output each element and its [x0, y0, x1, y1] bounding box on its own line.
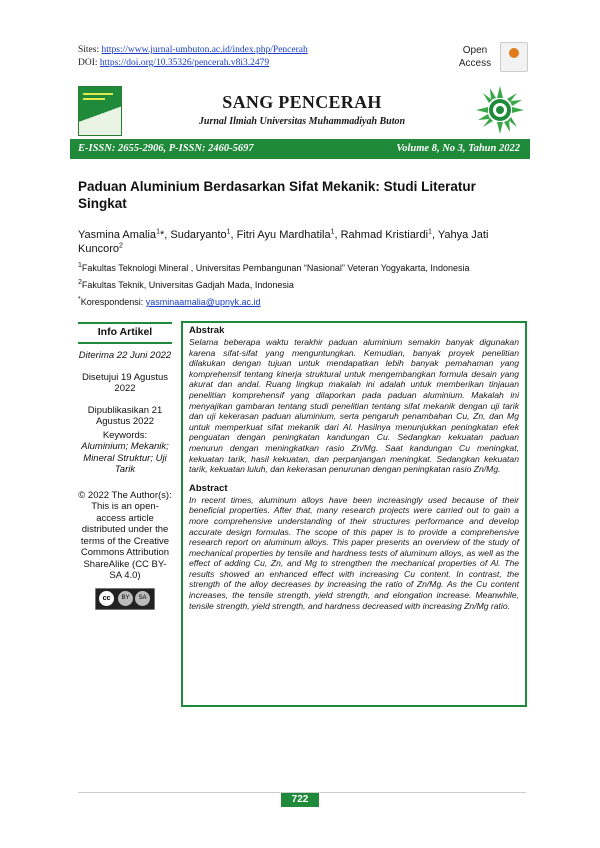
journal-header [78, 86, 526, 138]
issn-bar [70, 139, 530, 159]
correspondence-email-link[interactable]: yasminaamalia@upnyk.ac.id [145, 297, 261, 307]
open-access-label [452, 44, 498, 70]
journal-subtitle: Jurnal Ilmiah Universitas Muhammadiyah Buton [198, 116, 406, 127]
author-affiliation-mark: 1 [226, 228, 231, 236]
corresponding-mark: * [159, 229, 165, 241]
author-affiliation-mark: 1 [330, 228, 335, 236]
correspondence [78, 296, 523, 308]
received-text: Diterima 22 Juni 2022 [78, 350, 172, 361]
muhammadiyah-logo-icon [474, 84, 526, 136]
check-for-updates-icon[interactable] [500, 42, 528, 72]
header-links [78, 44, 308, 70]
page-number: 722 [281, 793, 319, 807]
author-name: , Sudaryanto [164, 229, 227, 241]
affiliation-text: Fakultas Teknologi Mineral , Universitas Pembangunan “Nasional” Veteran Yogyakarta, Indonesia [81, 263, 470, 273]
author-affiliation-mark: 1 [156, 228, 160, 236]
issn-text: E-ISSN: 2655-2906, P-ISSN: 2460-5697 [78, 143, 254, 154]
abstrak-text: Selama beberapa waktu terakhir paduan aluminium semakin banyak digunakan karena sifat-sifat yang menguntungkan. Kemudian, banyak proyek penelitian dilakukan dengan tujuan untuk mendapatkan lebih banyak pemahaman yang komprehensif tentang kinerja struktural untuk mengembangkan formula desain yang akurat dan andal. Ruang lingkup makalah ini adalah untuk memberikan tinjauan penelitian komprehensif yang dilaporkan pada paduan aluminium. Makalah ini menyajikan gambaran tentang studi penelitian tentang sifat mekanik dengan uji tarik dan uji kekerasan paduan aluminium, serta pengaruh penambahan Cu, Zn, dan Mg untuk memperkuat sifat mekanik dari Al. Hasilnya menunjukkan peningkatan efek penguatan dengan peningkatan kandungan Cu. Sedangkan kekuatan paduan menurun dengan meningkatkan rasio Zn/Mg. Saat kandungan Cu meningkat, kekuatan tarik, hasil kekuatan, dan perpanjangan meningkat. Sedangkan kekuatan tarik, kekuatan luluh, dan kekerasan penurunan dengan peningkatan rasio Zn/Mg. [189, 337, 519, 475]
author-name: Yasmina Amalia [78, 229, 157, 241]
sa-icon: SA [135, 591, 150, 606]
keywords [78, 441, 172, 476]
affiliation-mark: 1 [78, 262, 82, 269]
author-name: , Rahmad Kristiardi [334, 229, 429, 241]
author-affiliation-mark: 2 [118, 242, 123, 250]
doi-link[interactable]: https://doi.org/10.35326/pencerah.v8i3.2479 [99, 58, 270, 68]
abstract-heading: Abstract [189, 482, 228, 494]
author-affiliation-mark: 1 [428, 228, 432, 236]
affiliation-mark: 2 [78, 279, 82, 286]
sites-label: Sites: [78, 45, 102, 55]
affiliation-text: Fakultas Teknik, Universitas Gadjah Mada, Indonesia [81, 280, 294, 290]
sites-line [78, 44, 308, 57]
approved-date: Disetujui 19 Agustus 2022 [81, 371, 169, 394]
volume-text: Volume 8, No 3, Tahun 2022 [396, 143, 520, 154]
received-date [78, 350, 172, 362]
published-date: Dipublikasikan 21 Agustus 2022 [87, 404, 163, 427]
cc-by-sa-icon[interactable] [95, 588, 155, 610]
update-dot-icon [509, 48, 519, 58]
open-access-line1: Open [462, 45, 488, 56]
author-name: , Yahya Jati Kuncoro [78, 229, 489, 255]
correspondence-mark: * [78, 296, 81, 303]
abstrak-heading: Abstrak [189, 325, 225, 336]
article-info [78, 322, 172, 610]
author-name: , Fitri Ayu Mardhatila [230, 229, 331, 241]
article-title: Paduan Aluminium Berdasarkan Sifat Mekanik: Studi Literatur Singkat [78, 179, 476, 211]
doi-label: DOI: [78, 58, 100, 68]
license-text: © 2022 The Author(s): This is an open-access article distributed under the terms of the Creative Commons Attribution ShareAlike (CC BY-SA 4.0) [78, 489, 172, 581]
doi-line [78, 57, 308, 70]
affiliation-2 [78, 279, 523, 291]
journal-name: SANG PENCERAH [222, 92, 382, 112]
open-access-line2: Access [458, 58, 492, 69]
abstract-text: In recent times, aluminum alloys have been increasingly used because of their beneficial properties. After that, many research projects were carried out to gain a more comprehensive understanding of their structures performance and develop accurate design formulas. The scope of this paper is to provide a comprehensive research report on aluminum alloys. This paper presents an overview of the study of mechanical properties by tensile and hardness tests of aluminum alloys, as well as the effect of adding Cu, Zn, and Mg to strengthen the mechanical properties of Al. The results showed an enhanced effect with increasing Cu content. In contrast, the strength of the alloy decreases by increasing the ratio of Zn/Mg. As the Cu content increases, the tensile strength, yield strength, and elongation increase. Meanwhile, tensile strength, yield strength, and hardness decreased with increasing Zn/Mg ratio. [189, 494, 519, 611]
article-info-title: Info Artikel [78, 322, 172, 344]
abstract-box [181, 321, 527, 707]
correspondence-label: Korespondensi: [80, 297, 146, 307]
affiliation-1 [78, 262, 523, 274]
sites-link[interactable]: https://www.jurnal-umbuton.ac.id/index.php/Pencerah [101, 45, 308, 55]
author-list [78, 228, 523, 256]
by-icon: BY [118, 591, 133, 606]
keywords-text: Aluminium; Mekanik; Mineral Struktur; Uji Tarik [81, 441, 169, 475]
keywords-label: Keywords: [102, 429, 148, 441]
cc-icon: cc [99, 591, 114, 606]
